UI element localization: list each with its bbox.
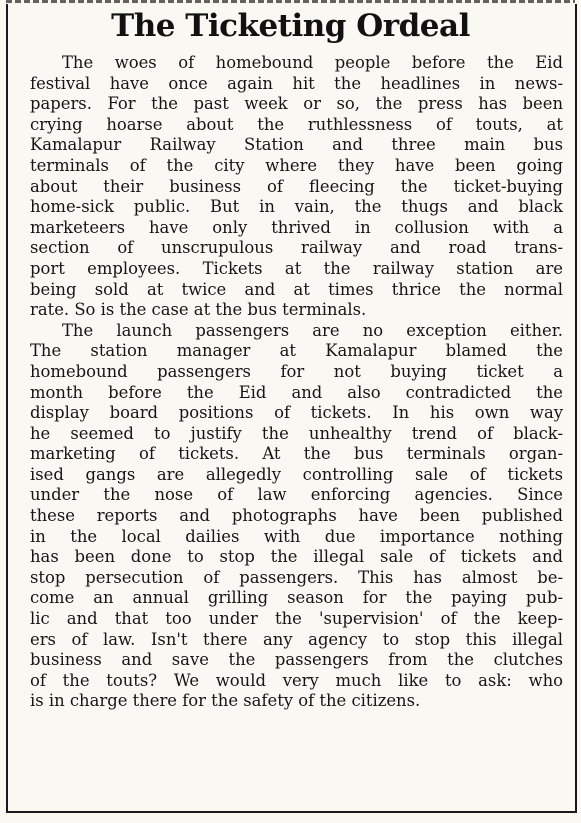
body-line: come an annual grilling season for the paying pub- <box>30 588 563 608</box>
body-line: rate. So is the case at the bus terminals. <box>30 300 367 320</box>
body-line: being sold at twice and at times thrice the normal <box>30 279 563 299</box>
body-line: The launch passengers are no exception either. <box>62 320 563 340</box>
body-line: he seemed to justify the unhealthy trend of black- <box>30 423 563 443</box>
body-line: festival have once again hit the headlines in news- <box>30 73 563 93</box>
body-line: these reports and photographs have been published <box>30 506 563 526</box>
body-line: business and save the passengers from the clutches <box>30 650 563 670</box>
paragraph-2 <box>30 321 563 712</box>
body-line: Kamalapur Railway Station and three main bus <box>30 135 563 155</box>
body-line: The woes of homebound people before the Eid <box>62 53 563 72</box>
headline: The Ticketing Ordeal <box>111 8 470 44</box>
bottom-border <box>6 811 577 813</box>
body-line: marketing of tickets. At the bus terminals organ- <box>30 444 563 464</box>
body-line: section of unscrupulous railway and road trans- <box>30 238 563 258</box>
body-line: marketeers have only thrived in collusion with a <box>30 217 563 237</box>
body-line: in the local dailies with due importance nothing <box>30 526 563 546</box>
top-rule <box>6 0 575 3</box>
body-line: display board positions of tickets. In his own way <box>30 403 563 423</box>
body-line: home-sick public. But in vain, the thugs and black <box>30 197 563 217</box>
body-line: ers of law. Isn't there any agency to stop this illegal <box>30 629 563 649</box>
left-border <box>6 4 8 813</box>
body-line: port employees. Tickets at the railway station are <box>30 258 563 278</box>
body-line: homebound passengers for not buying ticket a <box>30 361 563 381</box>
body-line: of the touts? We would very much like to ask: who <box>30 670 563 690</box>
body-line: terminals of the city where they have been going <box>30 155 563 175</box>
body-line: under the nose of law enforcing agencies. Since <box>30 485 563 505</box>
body-line: has been done to stop the illegal sale of tickets and <box>30 547 563 567</box>
body-line: is in charge there for the safety of the citizens. <box>30 691 421 711</box>
article-body <box>30 53 563 712</box>
body-line: papers. For the past week or so, the press has been <box>30 94 563 114</box>
body-line: month before the Eid and also contradicted the <box>30 382 563 402</box>
body-line: ised gangs are allegedly controlling sale of tickets <box>30 464 563 484</box>
right-border <box>575 4 577 813</box>
body-line: crying hoarse about the ruthlessness of touts, at <box>30 114 563 134</box>
paragraph-1 <box>30 53 563 321</box>
body-line: lic and that too under the 'supervision' of the keep- <box>30 609 563 629</box>
body-line: The station manager at Kamalapur blamed the <box>30 341 563 361</box>
body-line: about their business of fleecing the ticket-buying <box>30 176 563 196</box>
body-line: stop persecution of passengers. This has almost be- <box>30 567 563 587</box>
